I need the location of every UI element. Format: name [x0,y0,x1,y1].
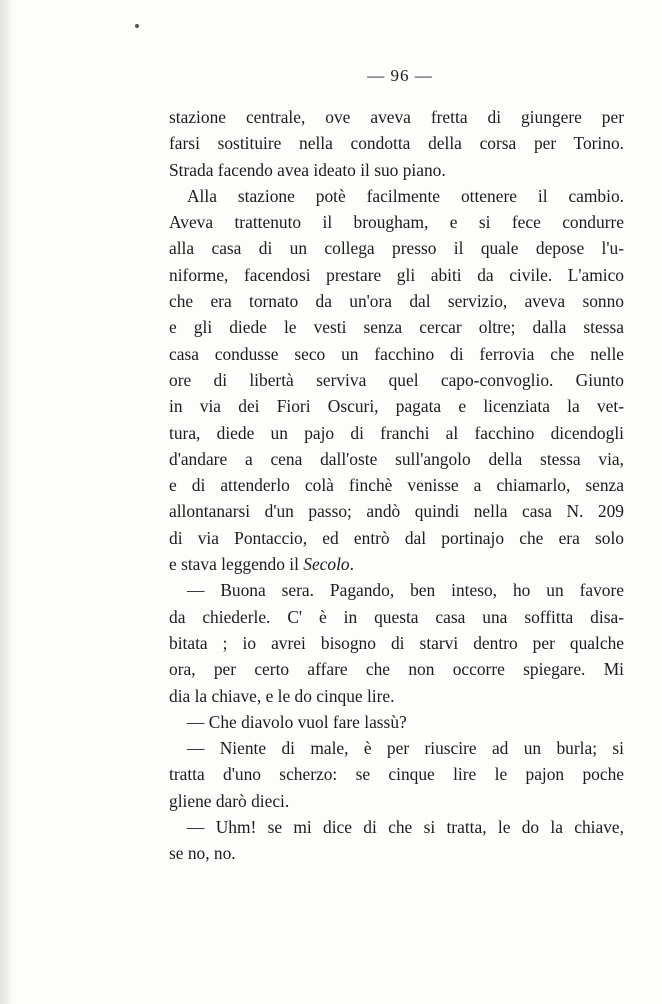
text-line: e gli diede le vesti senza cercar oltre; dalla stessa [169,317,624,338]
text-line: gliene darò dieci. [169,790,290,811]
text-line: Alla stazione potè facilmente ottenere il cambio. [187,185,624,206]
text-line: alla casa di un collega presso il quale depose l'u- [169,238,624,259]
italic-title: Secolo [303,554,350,575]
text-line: niforme, facendosi prestare gli abiti da civile. L'amico [169,264,624,285]
text-line: da chiederle. C' è in questa casa una soffitta disa- [169,606,624,627]
text-line: in via dei Fiori Oscuri, pagata e licenziata la vet- [169,396,624,417]
text-line: d'andare a cena dall'oste sull'angolo della stessa via, [169,448,624,469]
text-line: — Niente di male, è per riuscire ad un burla; si [187,738,624,759]
text-line: che era tornato da un'ora dal servizio, aveva sonno [169,291,624,312]
text-line: ora, per certo affare che non occorre spiegare. Mi [169,659,624,680]
body-text [169,104,624,867]
text-line: farsi sostituire nella condotta della corsa per Torino. [169,133,624,154]
page-edge-shadow [0,0,14,1004]
text-run: e stava leggendo il [169,554,304,575]
page-number: — 96 — [367,66,433,85]
text-line: stazione centrale, ove aveva fretta di giungere per [169,107,624,127]
text-line: ore di libertà serviva quel capo-convoglio. Giunto [169,369,624,390]
text-run: . [349,554,354,575]
text-line [169,551,624,577]
text-line: Aveva trattenuto il brougham, e si fece condurre [169,212,624,233]
text-line: — Uhm! se mi dice di che si tratta, le do la chiave, [187,817,624,838]
text-line: dia la chiave, e le do cinque lire. [169,685,395,706]
text-line: — Che diavolo vuol fare lassù? [187,711,407,732]
paragraph [169,709,624,735]
text-line: e di attenderlo colà finchè venisse a chiamarlo, senza [169,475,624,496]
paragraph [169,104,624,183]
paragraph [169,814,624,867]
text-line: bitata ; io avrei bisogno di starvi dentro per qualche [169,632,624,653]
text-line: di via Pontaccio, ed entrò dal portinajo che era solo [169,527,624,548]
paragraph [169,735,624,814]
text-line: Strada facendo avea ideato il suo piano. [169,159,446,180]
text-line: se no, no. [169,843,236,864]
paragraph [169,183,624,577]
ink-speck [135,24,139,28]
text-line: tura, diede un pajo di franchi al facchino dicendogli [169,422,624,443]
text-line: tratta d'uno scherzo: se cinque lire le pajon poche [169,764,624,785]
paragraph [169,577,624,708]
text-line: — Buona sera. Pagando, ben inteso, ho un favore [187,580,624,601]
text-line: casa condusse seco un facchino di ferrovia che nelle [169,343,624,364]
text-line: allontanarsi d'un passo; andò quindi nella casa N. 209 [169,501,624,522]
